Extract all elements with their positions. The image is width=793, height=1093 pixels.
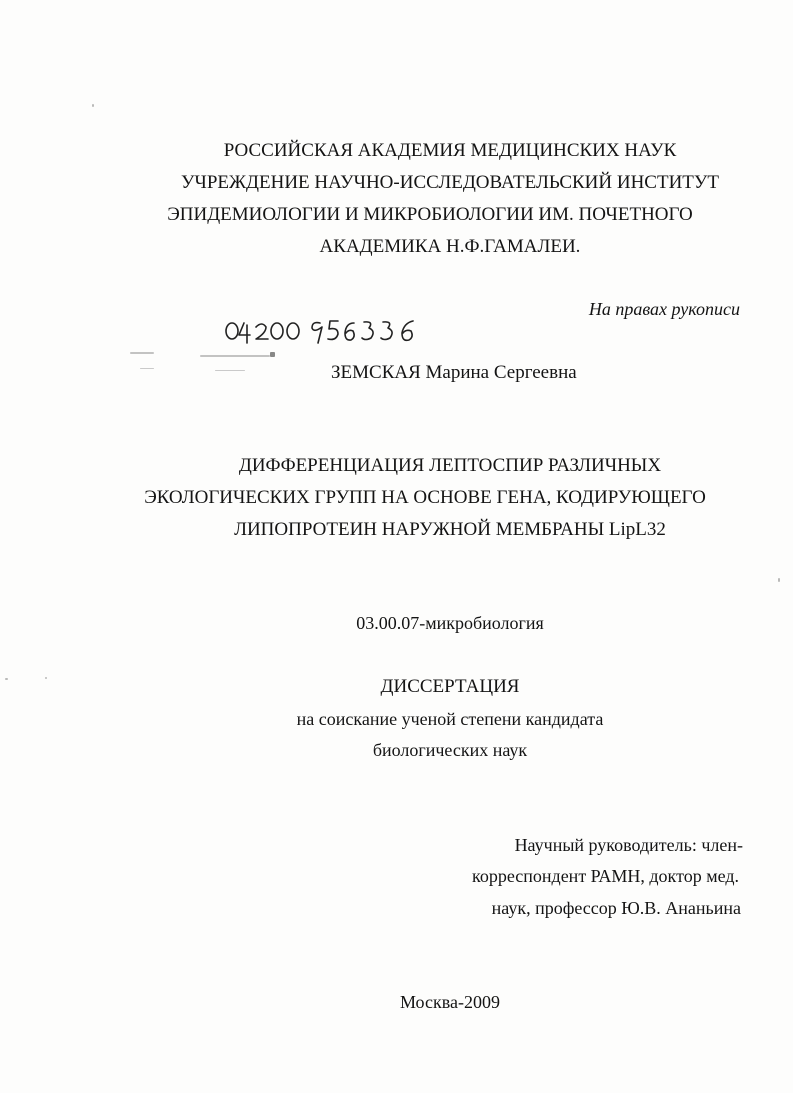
author-name: ЗЕМСКАЯ Марина Сергеевна [331, 362, 577, 383]
scan-artifact [130, 352, 154, 354]
scan-artifact [778, 578, 780, 582]
supervisor-line-3: наук, профессор Ю.В. Ананьина [491, 898, 741, 918]
handwritten-number [224, 309, 428, 351]
dissertation-line-1: на соискание ученой степени кандидата [296, 709, 604, 729]
scan-artifact [140, 368, 154, 369]
scan-artifact [5, 678, 8, 680]
supervisor-line-2: корреспондент РАМН, доктор мед. [472, 866, 739, 886]
header-line-3: ЭПИДЕМИОЛОГИИ И МИКРОБИОЛОГИИ ИМ. ПОЧЕТНОГО [167, 204, 693, 225]
title-line-3: ЛИПОПРОТЕИН НАРУЖНОЙ МЕМБРАНЫ LipL32 [234, 519, 666, 540]
dissertation-label: ДИССЕРТАЦИЯ [380, 676, 520, 697]
title-line-2: ЭКОЛОГИЧЕСКИХ ГРУПП НА ОСНОВЕ ГЕНА, КОДИРУЮЩЕГО [144, 487, 706, 508]
place-year: Москва-2009 [400, 992, 500, 1012]
scan-artifact [92, 104, 94, 107]
scan-artifact [45, 677, 47, 679]
scan-artifact [270, 352, 275, 357]
rights-note: На правах рукописи [588, 299, 740, 319]
scan-artifact [200, 355, 270, 357]
title-line-1: ДИФФЕРЕНЦИАЦИЯ ЛЕПТОСПИР РАЗЛИЧНЫХ [238, 455, 662, 476]
supervisor-line-1: Научный руководитель: член- [514, 835, 743, 855]
scan-artifact [215, 370, 245, 371]
specialty-code: 03.00.07-микробиология [356, 613, 544, 633]
header-line-4: АКАДЕМИКА Н.Ф.ГАМАЛЕИ. [319, 236, 581, 257]
header-line-1: РОССИЙСКАЯ АКАДЕМИЯ МЕДИЦИНСКИХ НАУК [223, 140, 677, 161]
header-line-2: УЧРЕЖДЕНИЕ НАУЧНО-ИССЛЕДОВАТЕЛЬСКИЙ ИНСТИТУТ [181, 172, 719, 193]
dissertation-line-2: биологических наук [372, 740, 528, 760]
